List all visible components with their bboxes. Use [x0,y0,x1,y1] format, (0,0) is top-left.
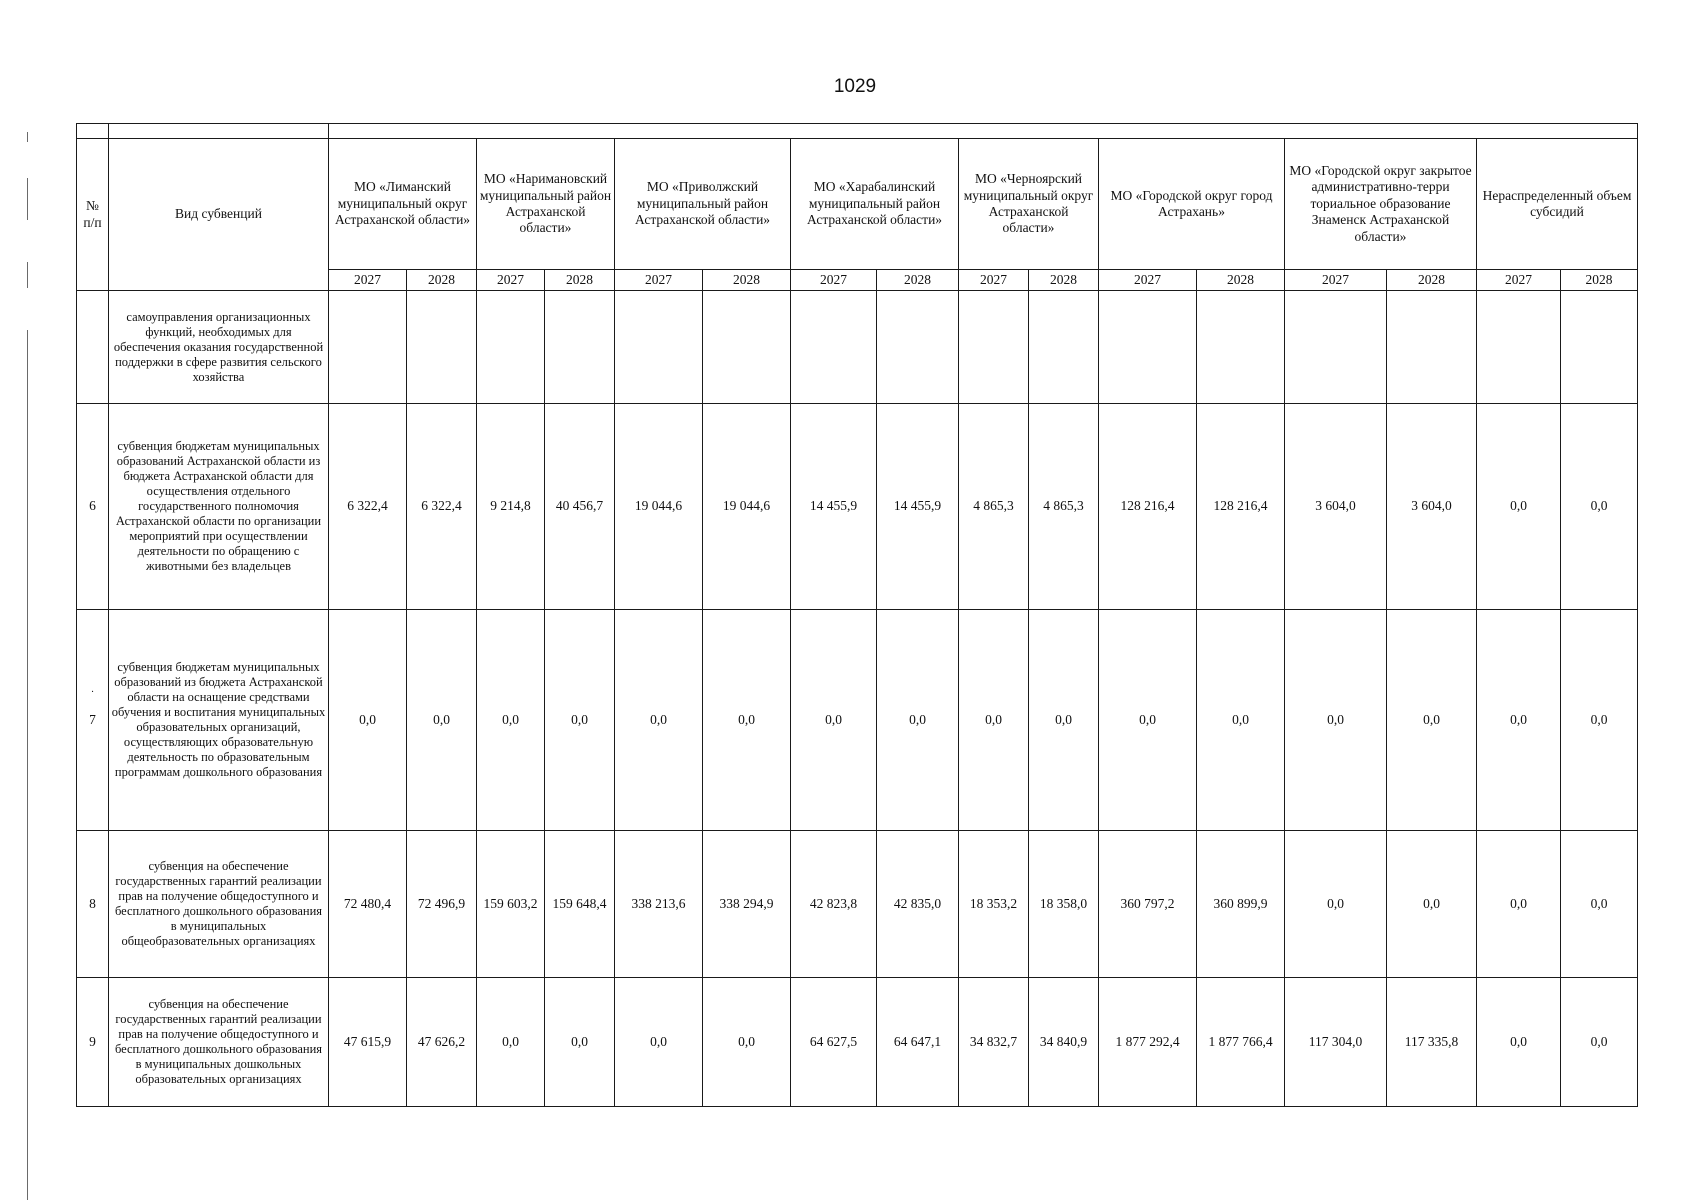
value-cell: 1 877 766,4 [1197,978,1285,1107]
value-cell: 72 480,4 [329,831,407,978]
value-cell [877,291,959,404]
value-cell: 6 322,4 [407,404,477,610]
subvention-kind: самоуправления организационных функций, необходимых для обеспечения оказания государственной поддержки в сфере развития сельского хозяйства [109,291,329,404]
col-header-municipality: МО «Лиманский муниципальный округ Астраханской области» [329,139,477,270]
year-header: 2027 [791,270,877,291]
table-row [77,404,1638,610]
value-cell: 34 832,7 [959,978,1029,1107]
value-cell: 34 840,9 [1029,978,1099,1107]
value-cell: 128 216,4 [1099,404,1197,610]
value-cell: 0,0 [329,610,407,831]
col-header-municipality: МО «Харабалинский муниципальный район Астраханской области» [791,139,959,270]
year-header: 2027 [959,270,1029,291]
col-header-municipality: МО «Черноярский муниципальный округ Астраханской области» [959,139,1099,270]
table-row [77,831,1638,978]
row-number: 6 [77,404,109,610]
value-cell: 0,0 [1197,610,1285,831]
subsidy-table [76,123,1638,1107]
scan-margin-mark [27,330,28,1200]
table-body [77,291,1638,1107]
year-header: 2028 [1387,270,1477,291]
value-cell [1477,291,1561,404]
year-header: 2028 [407,270,477,291]
value-cell: 18 358,0 [1029,831,1099,978]
header-corner-cell [109,124,329,139]
value-cell [1387,291,1477,404]
year-header: 2027 [1477,270,1561,291]
value-cell: 0,0 [615,610,703,831]
value-cell: 14 455,9 [877,404,959,610]
row-mark: · [90,686,95,698]
value-cell: 72 496,9 [407,831,477,978]
value-cell: 0,0 [1561,610,1638,831]
value-cell [791,291,877,404]
scan-margin-mark [27,178,28,220]
value-cell: 19 044,6 [703,404,791,610]
value-cell: 40 456,7 [545,404,615,610]
value-cell: 0,0 [1285,610,1387,831]
value-cell: 14 455,9 [791,404,877,610]
value-cell: 338 294,9 [703,831,791,978]
value-cell: 338 213,6 [615,831,703,978]
row-number [77,291,109,404]
subvention-kind: субвенция на обеспечение государственных гарантий реализации прав на получение общедоступного и бесплатного дошкольного образования в муниципальных общеобразовательных организациях [109,831,329,978]
year-header: 2028 [1029,270,1099,291]
value-cell: 0,0 [477,978,545,1107]
value-cell: 3 604,0 [1285,404,1387,610]
value-cell: 0,0 [407,610,477,831]
value-cell: 0,0 [959,610,1029,831]
value-cell: 0,0 [1387,610,1477,831]
value-cell: 0,0 [877,610,959,831]
value-cell: 0,0 [1285,831,1387,978]
header-top-strip [77,124,1638,139]
row-number-text: 7 [89,711,96,727]
header-row [77,139,1638,270]
value-cell [1285,291,1387,404]
year-header: 2027 [477,270,545,291]
value-cell: 360 899,9 [1197,831,1285,978]
value-cell: 18 353,2 [959,831,1029,978]
year-header: 2027 [1099,270,1197,291]
year-header: 2027 [1285,270,1387,291]
value-cell: 0,0 [1477,978,1561,1107]
value-cell [703,291,791,404]
col-header-municipality: МО «Приволжский муниципальный район Астраханской области» [615,139,791,270]
subvention-kind: субвенция на обеспечение государственных гарантий реализации прав на получение общедоступного и бесплатного дошкольного образования в муниципальных дошкольных образовательных организациях [109,978,329,1107]
value-cell: 1 877 292,4 [1099,978,1197,1107]
year-header: 2027 [615,270,703,291]
value-cell: 0,0 [1561,978,1638,1107]
value-cell: 0,0 [1387,831,1477,978]
header-band-cell [329,124,1638,139]
value-cell: 42 823,8 [791,831,877,978]
year-header: 2028 [703,270,791,291]
value-cell: 4 865,3 [959,404,1029,610]
value-cell [407,291,477,404]
value-cell: 360 797,2 [1099,831,1197,978]
value-cell: 0,0 [1029,610,1099,831]
row-number: 9 [77,978,109,1107]
value-cell: 117 335,8 [1387,978,1477,1107]
col-header-kind: Вид субвенций [109,139,329,291]
value-cell [329,291,407,404]
value-cell: 0,0 [703,978,791,1107]
value-cell: 0,0 [1561,831,1638,978]
value-cell: 0,0 [1561,404,1638,610]
scan-margin-mark [27,262,28,288]
value-cell: 128 216,4 [1197,404,1285,610]
value-cell: 6 322,4 [329,404,407,610]
value-cell: 0,0 [1477,404,1561,610]
col-header-num: № п/п [77,139,109,291]
value-cell: 159 648,4 [545,831,615,978]
value-cell: 4 865,3 [1029,404,1099,610]
value-cell: 64 627,5 [791,978,877,1107]
value-cell: 9 214,8 [477,404,545,610]
year-header: 2028 [545,270,615,291]
value-cell: 117 304,0 [1285,978,1387,1107]
value-cell: 0,0 [545,978,615,1107]
table-row [77,610,1638,831]
header-corner-cell [77,124,109,139]
value-cell: 0,0 [703,610,791,831]
table-row [77,291,1638,404]
value-cell: 47 615,9 [329,978,407,1107]
value-cell: 42 835,0 [877,831,959,978]
value-cell: 47 626,2 [407,978,477,1107]
col-header-unallocated: Нераспределенный объем субсидий [1477,139,1638,270]
value-cell: 0,0 [791,610,877,831]
value-cell [477,291,545,404]
value-cell: 0,0 [615,978,703,1107]
value-cell [1029,291,1099,404]
table-row [77,978,1638,1107]
row-number [77,610,109,831]
subvention-kind: субвенция бюджетам муниципальных образований Астраханской области из бюджета Астраханской области для осуществления отдельного государственного полномочия Астраханской области по организации мероприятий при осуществлении деятельности по обращению с животными без владельцев [109,404,329,610]
row-number: 8 [77,831,109,978]
year-header: 2028 [1197,270,1285,291]
value-cell: 0,0 [1099,610,1197,831]
value-cell [959,291,1029,404]
value-cell: 0,0 [1477,610,1561,831]
col-header-municipality: МО «Наримановский муниципальный район Астраханской области» [477,139,615,270]
value-cell: 3 604,0 [1387,404,1477,610]
scan-margin-mark [27,132,28,142]
year-header: 2028 [1561,270,1638,291]
value-cell [1197,291,1285,404]
year-header: 2027 [329,270,407,291]
value-cell: 159 603,2 [477,831,545,978]
value-cell: 0,0 [545,610,615,831]
value-cell: 0,0 [1477,831,1561,978]
value-cell [615,291,703,404]
value-cell [1099,291,1197,404]
value-cell: 64 647,1 [877,978,959,1107]
value-cell [1561,291,1638,404]
value-cell: 0,0 [477,610,545,831]
col-header-municipality: МО «Городской округ город Астрахань» [1099,139,1285,270]
year-header: 2028 [877,270,959,291]
col-header-municipality: МО «Городской округ закрытое административно-терри ториальное образование Знаменск Астраханской области» [1285,139,1477,270]
value-cell [545,291,615,404]
page-number: 1029 [833,76,877,97]
subvention-kind: субвенция бюджетам муниципальных образований из бюджета Астраханской области на оснащение средствами обучения и воспитания муниципальных образовательных организаций, осуществляющих образовательную деятельность по образовательным программам дошкольного образования [109,610,329,831]
value-cell: 19 044,6 [615,404,703,610]
